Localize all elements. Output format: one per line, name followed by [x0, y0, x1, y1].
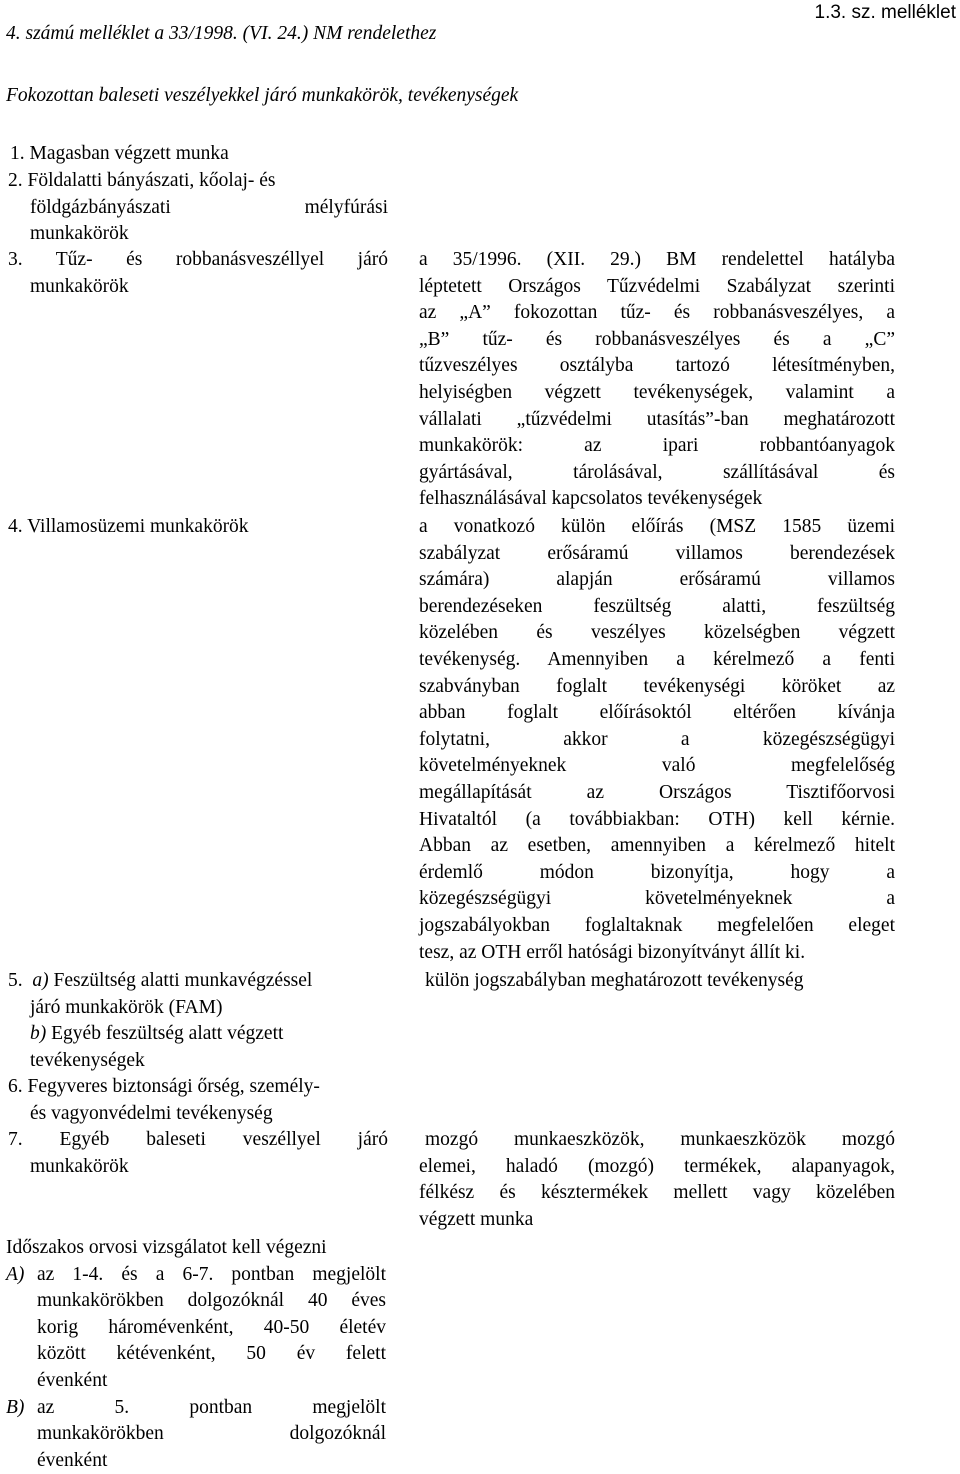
desc-line: szabványban foglalt tevékenységi köröket az	[419, 675, 895, 697]
desc-line: érdemlő módon bizonyítja, hogy a	[419, 861, 895, 883]
item-5a-text-cont: járó munkakörök (FAM)	[30, 996, 223, 1018]
item-4	[8, 514, 388, 541]
desc-line: követelményeknek való megfelelőség	[419, 755, 895, 777]
item-5b-label: b)	[30, 1023, 47, 1045]
periodic-a-label: A)	[6, 1263, 25, 1285]
desc-line: Hivataltól (a továbbiakban: OTH) kell kérnie.	[419, 808, 895, 830]
item-5-description	[425, 968, 901, 995]
desc-line: közelében és veszélyes közelségben végzett	[419, 622, 895, 644]
desc-line: „B” tűz- és robbanásveszélyes és a „C”	[419, 328, 895, 350]
desc-line: munkakörök: az ipari robbantóanyagok	[419, 435, 895, 457]
desc-line: közegészségügyi követelményeknek a	[419, 888, 895, 910]
item-6-line: 6. Fegyveres biztonsági őrség, személy-	[8, 1076, 320, 1097]
item-3-description	[419, 247, 895, 513]
periodic-a-line: évenként	[37, 1369, 108, 1391]
annex-number: 1.3. sz. melléklet	[814, 2, 956, 23]
desc-line: tűzveszélyes osztályba tartozó létesítményben,	[419, 355, 895, 377]
desc-line: vállalati „tűzvédelmi utasítás”-ban meghatározott	[419, 408, 895, 430]
periodic-a-line: munkakörökben dolgozóknál 40 éves	[37, 1290, 386, 1312]
item-5b-text-cont: tevékenységek	[30, 1049, 145, 1071]
periodic-a	[6, 1262, 386, 1395]
item-5	[8, 968, 388, 1074]
desc-line: mozgó munkaeszközök, munkaeszközök mozgó	[425, 1129, 895, 1150]
desc-line: berendezéseken feszültség alatti, feszültség	[419, 595, 895, 617]
item-1	[8, 141, 388, 168]
item-2	[8, 168, 388, 248]
item-6	[8, 1074, 388, 1127]
document-title: Fokozottan baleseti veszélyekkel járó munkakörök, tevékenységek	[6, 85, 519, 106]
item-5a-text: Feszültség alatti munkavégzéssel	[53, 970, 313, 991]
item-2-line: munkakörök	[30, 223, 129, 245]
desc-line: megállapítását az Országos Tisztifőorvosi	[419, 781, 895, 803]
item-2-line: 2. Földalatti bányászati, kőolaj- és	[8, 170, 276, 191]
item-5a-label: a)	[32, 970, 49, 991]
desc-line: felhasználásával kapcsolatos tevékenységek	[419, 488, 763, 510]
desc-line: tevékenység. Amennyiben a kérelmező a fenti	[419, 648, 895, 670]
item-7-line: munkakörök	[30, 1155, 129, 1177]
desc-line: végzett munka	[419, 1208, 534, 1230]
desc-line: számára) alapján erősáramú villamos	[419, 569, 895, 591]
periodic-heading: Időszakos orvosi vizsgálatot kell végezni	[6, 1237, 327, 1258]
desc-line: külön jogszabályban meghatározott tevékenység	[425, 970, 804, 991]
item-1-line: 1. Magasban végzett munka	[10, 143, 229, 164]
desc-line: jogszabályokban foglaltaknak megfelelően eleget	[419, 914, 895, 936]
periodic-b-label: B)	[6, 1396, 25, 1418]
desc-line: az „A” fokozottan tűz- és robbanásveszélyes, a	[419, 302, 895, 324]
desc-line: Abban az esetben, amennyiben a kérelmező hitelt	[419, 835, 895, 857]
periodic-b-line: évenként	[37, 1449, 108, 1471]
desc-line: szabályzat erősáramú villamos berendezések	[419, 542, 895, 564]
item-4-description	[419, 514, 895, 966]
item-5-number: 5.	[8, 970, 23, 991]
periodic-a-line: az 1-4. és a 6-7. pontban megjelölt	[37, 1263, 386, 1285]
desc-line: tesz, az OTH erről hatósági bizonyítványt állít ki.	[419, 941, 806, 963]
desc-line: a vonatkozó külön előírás (MSZ 1585 üzemi	[419, 516, 895, 537]
item-6-line: és vagyonvédelmi tevékenység	[30, 1102, 273, 1124]
item-5b-text: Egyéb feszültség alatt végzett	[51, 1023, 284, 1045]
item-3-line: munkakörök	[30, 275, 129, 297]
periodic-a-line: korig háromévenként, 40-50 életév	[37, 1316, 386, 1338]
periodic-b	[6, 1395, 386, 1474]
item-3-line: 3. Tűz- és robbanásveszéllyel járó	[8, 249, 388, 270]
desc-line: a 35/1996. (XII. 29.) BM rendelettel hatályba	[419, 249, 895, 270]
item-7-description	[419, 1127, 895, 1233]
desc-line: abban foglalt előírásoktól eltérően kívánja	[419, 702, 895, 724]
item-5-b	[8, 1021, 388, 1048]
periodic-exam-section	[6, 1235, 386, 1474]
item-3	[8, 247, 388, 300]
desc-line: gyártásával, tárolásával, szállításával és	[419, 461, 895, 483]
item-4-line: 4. Villamosüzemi munkakörök	[8, 516, 249, 537]
item-5-a	[8, 968, 388, 995]
item-7-line: 7. Egyéb baleseti veszéllyel járó	[8, 1129, 388, 1150]
desc-line: folytatni, akkor a közegészségügyi	[419, 728, 895, 750]
desc-line: elemei, haladó (mozgó) termékek, alapanyagok,	[419, 1155, 895, 1177]
periodic-a-line: között kétévenként, 50 év felett	[37, 1343, 386, 1365]
desc-line: helyiségben végzett tevékenységek, valamint a	[419, 381, 895, 403]
periodic-b-line: az 5. pontban megjelölt	[37, 1396, 386, 1418]
desc-line: félkész és késztermékek mellett vagy közelében	[419, 1182, 895, 1204]
periodic-b-line: munkakörökben dolgozóknál	[37, 1423, 386, 1445]
item-2-line: földgázbányászati mélyfúrási	[30, 196, 388, 218]
decree-reference: 4. számú melléklet a 33/1998. (VI. 24.) NM rendelethez	[6, 23, 437, 44]
desc-line: léptetett Országos Tűzvédelmi Szabályzat szerinti	[419, 275, 895, 297]
item-7	[8, 1127, 388, 1180]
